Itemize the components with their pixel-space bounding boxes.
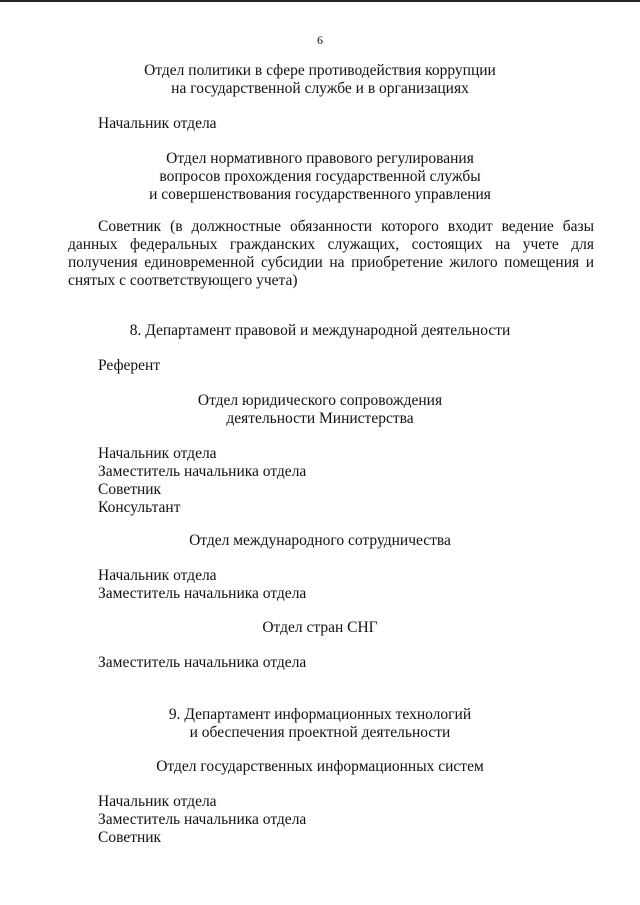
position-item: Заместитель начальника отдела — [98, 585, 307, 602]
position-item: Консультант — [98, 499, 181, 516]
heading-line: и обеспечения проектной деятельности — [189, 724, 451, 741]
heading-line: Отдел политики в сфере противодействия коррупции — [144, 62, 496, 79]
heading-international-department — [60, 532, 580, 550]
heading-department-9 — [60, 706, 580, 742]
heading-cis-department — [60, 619, 580, 637]
position-item: Советник — [98, 829, 162, 846]
page-number: 6 — [317, 33, 323, 47]
heading-line: 9. Департамент информационных технологий — [168, 706, 472, 723]
position-list — [98, 357, 598, 375]
position-item: Начальник отдела — [98, 115, 217, 132]
position-item: Начальник отдела — [98, 567, 217, 584]
position-item: Референт — [98, 357, 161, 374]
position-list — [98, 445, 598, 517]
position-list — [98, 654, 598, 672]
heading-line: Отдел юридического сопровождения — [197, 392, 443, 409]
position-item: Начальник отдела — [98, 445, 217, 462]
heading-anticorruption-department — [60, 62, 580, 98]
heading-department-8 — [60, 322, 580, 340]
position-item: Заместитель начальника отдела — [98, 654, 307, 671]
heading-line: Отдел государственных информационных систем — [156, 758, 484, 775]
position-item: Заместитель начальника отдела — [98, 811, 307, 828]
heading-legal-support-department — [60, 392, 580, 428]
advisor-description-paragraph: Советник (в должностные обязанности которого входит ведение базы данных федеральных гражданских служащих, состоящих на учете для получения единовременной субсидии на приобретение жилого помещения и снятых с соответствующего учета) — [68, 218, 594, 289]
heading-line: Отдел международного сотрудничества — [189, 532, 451, 549]
scan-top-border — [0, 0, 640, 2]
heading-information-systems-department — [60, 758, 580, 776]
position-item: Советник — [98, 481, 162, 498]
position-list — [98, 567, 598, 603]
heading-regulation-department — [60, 150, 580, 204]
heading-line: Отдел нормативного правового регулирования — [166, 150, 474, 167]
position-list — [98, 793, 598, 847]
position-item: Начальник отдела — [98, 793, 217, 810]
heading-line: 8. Департамент правовой и международной деятельности — [129, 322, 511, 339]
heading-line: и совершенствования государственного управления — [149, 186, 491, 203]
position-item: Заместитель начальника отдела — [98, 463, 307, 480]
heading-line: вопросов прохождения государственной службы — [159, 168, 481, 185]
heading-line: деятельности Министерства — [226, 410, 414, 427]
heading-line: на государственной службе и в организациях — [171, 80, 469, 97]
heading-line: Отдел стран СНГ — [262, 619, 378, 636]
position-list — [98, 115, 598, 133]
